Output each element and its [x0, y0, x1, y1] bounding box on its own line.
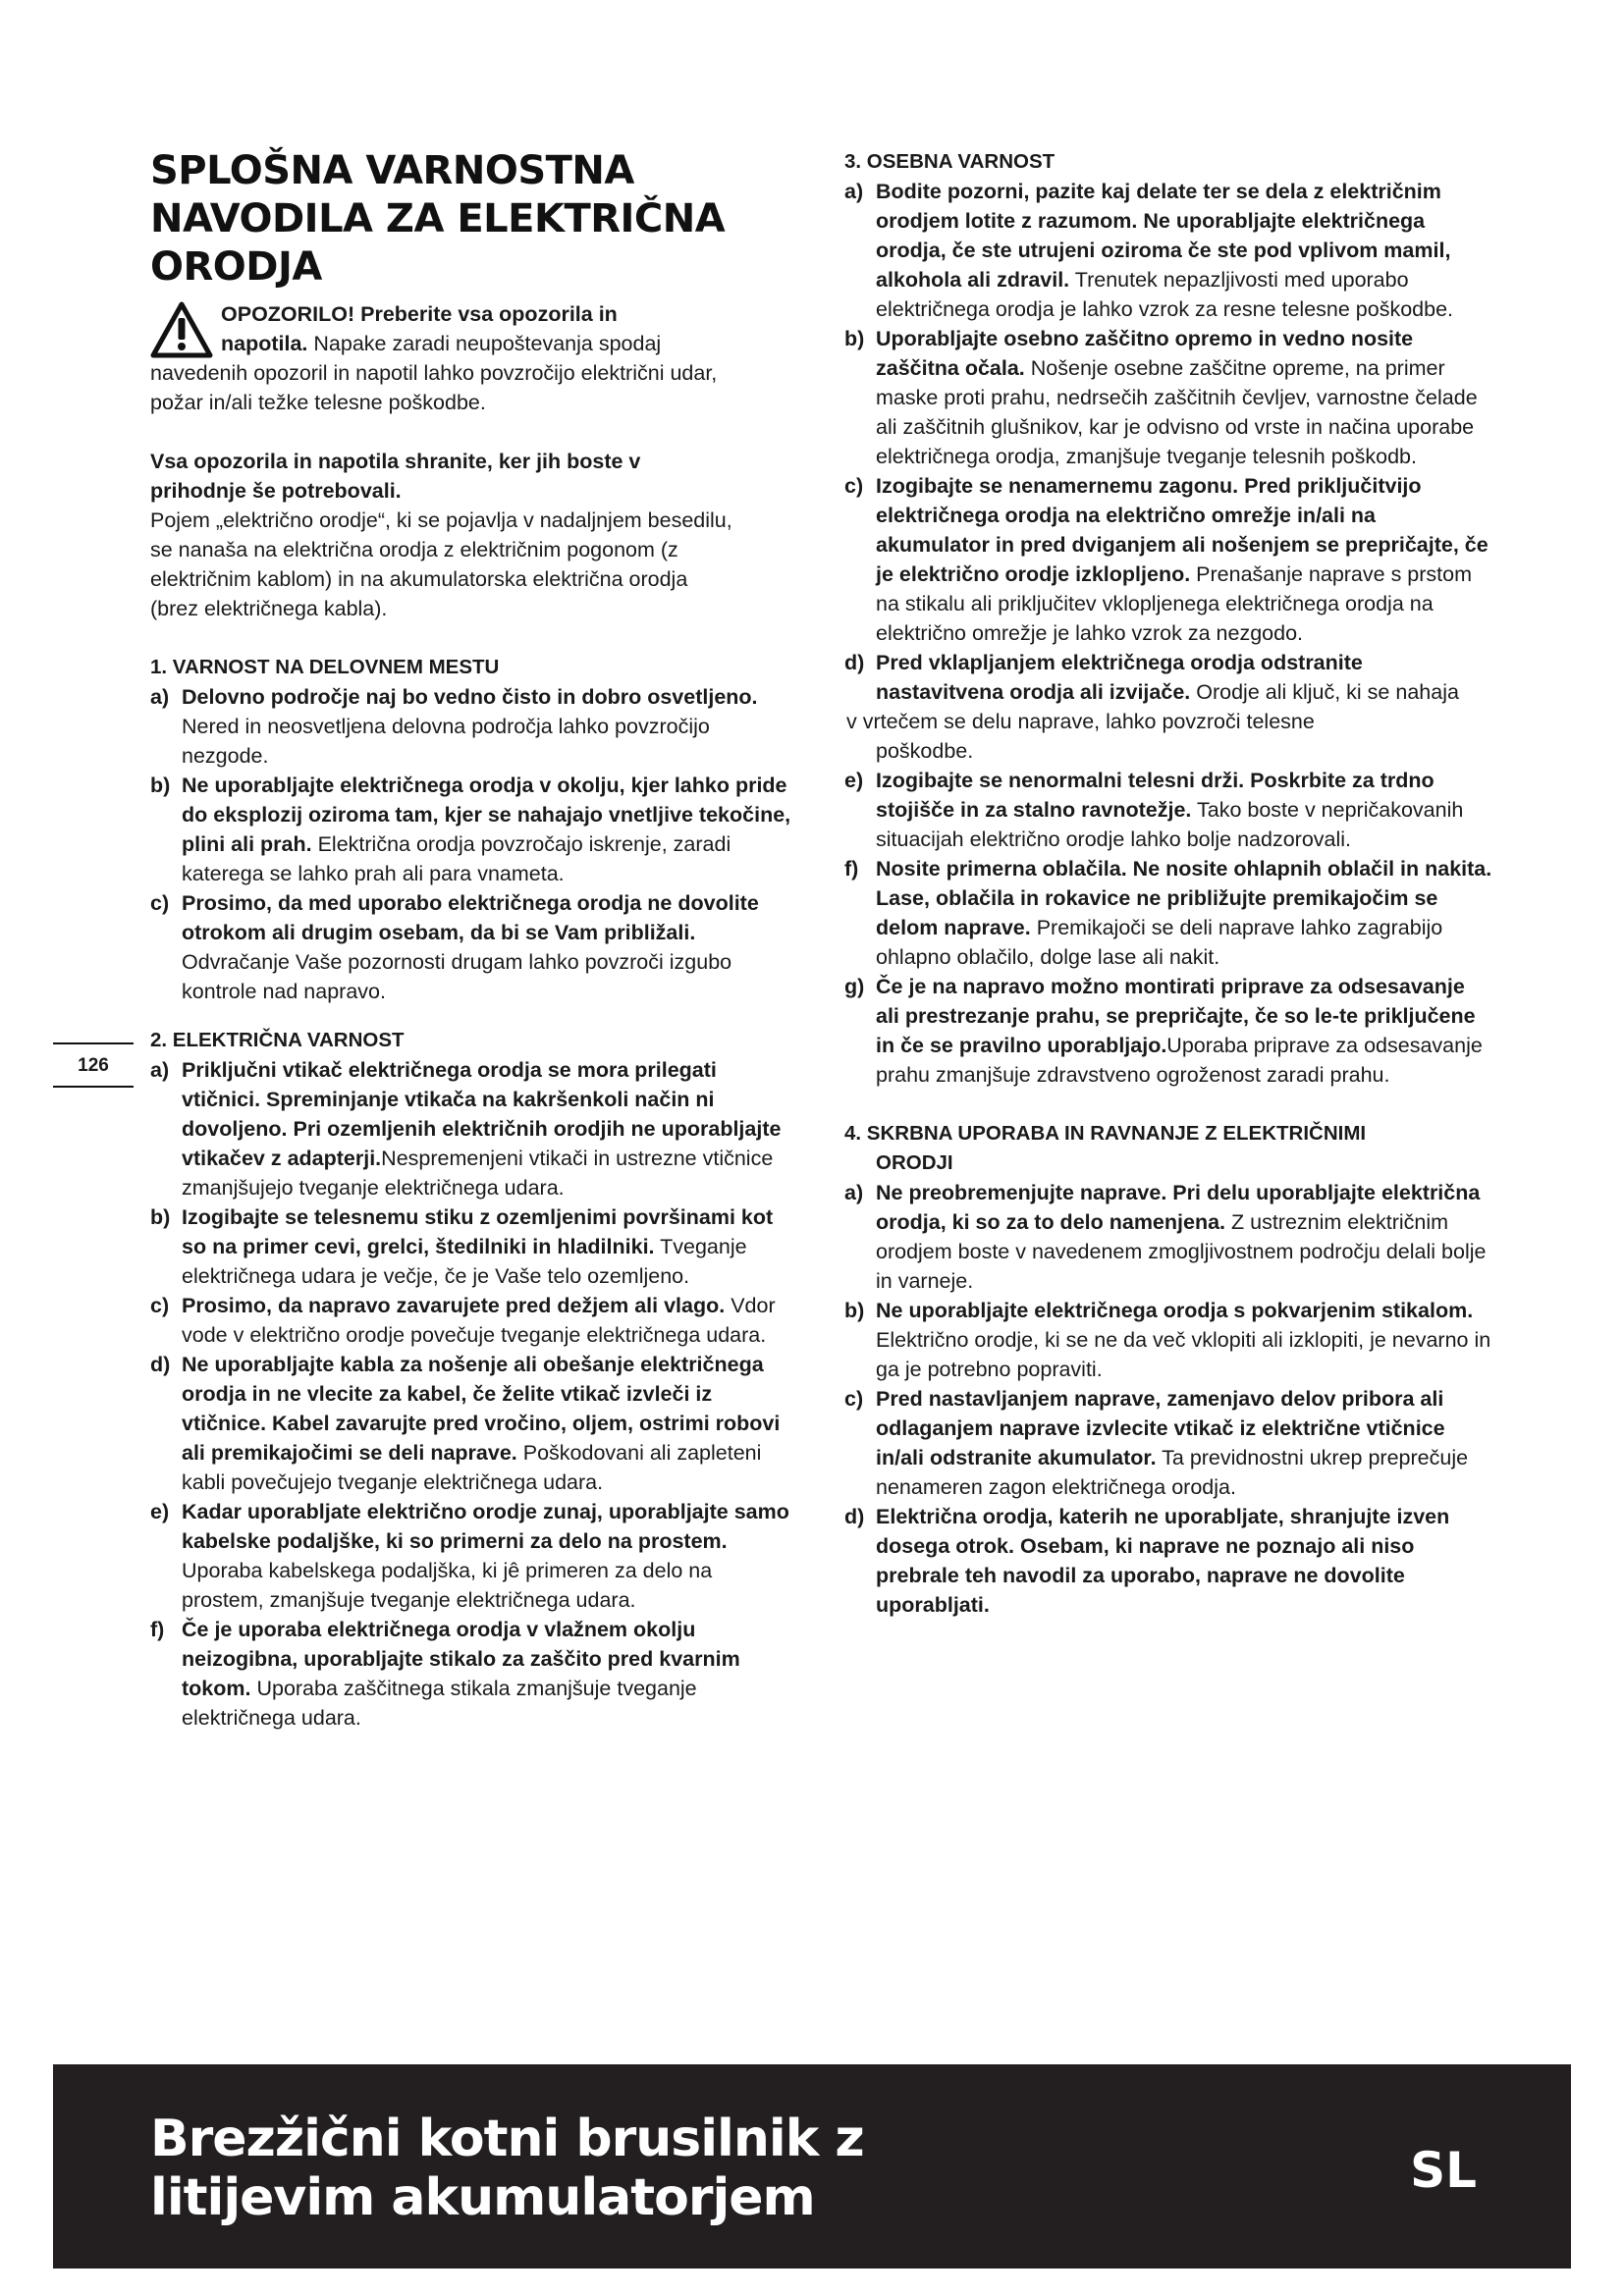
right-column: [844, 147, 1492, 1620]
list-item: d) Pred vklapljanjem električnega orodja odstranite nastavitvena orodja ali izvijače. Orodje ali ključ, ki se nahaja: [844, 651, 1459, 704]
list-item: b) Ne uporabljajte električnega orodja s pokvarjenim stikalom. Električno orodje, ki se ne da več vklopiti ali izklopiti, je nevarno in ga je potrebno popraviti.: [844, 1299, 1491, 1381]
list-item: b) Ne uporabljajte električnega orodja v okolju, kjer lahko pride do eksplozij oziroma tam, kjer se nahajajo vnetljive tekočine, plini ali prah. Električna orodja povzročajo iskrenje, zaradi katerega se lahko prah ali para vnameta.: [150, 774, 791, 885]
section-heading-personal: 3. OSEBNA VARNOST: [844, 150, 1056, 173]
section-heading-electrical: 2. ELEKTRIČNA VARNOST: [150, 1029, 405, 1051]
keep-notice-heading: Vsa opozorila in napotila shranite, ker jih boste v prihodnje še potrebovali.: [150, 450, 641, 503]
page-title: SPLOŠNA VARNOSTNA NAVODILA ZA ELEKTRIČNA ORODJA: [150, 148, 726, 290]
list-item: c) Izogibajte se nenamernemu zagonu. Pred priključitvijo električnega orodja na električno omrežje in/ali na akumulator in pred dviganjem ali nošenjem se prepričajte, če je električno orodje izklopljeno. Prenašanje naprave s prstom na stikalu ali priključitev vklopljenega električnega orodja na električno omrežje je lahko vzrok za nezgodo.: [844, 474, 1489, 645]
list-item: a) Delovno področje naj bo vedno čisto in dobro osvetljeno. Nered in neosvetljena delovna področja lahko povzročijo nezgode.: [150, 685, 758, 768]
list-item: d) Električna orodja, katerih ne uporabljate, shranjujte izven dosega otrok. Osebam, ki naprave ne poznajo ali niso prebrale teh navodil za uporabo, naprave ne dovolite uporabljati.: [844, 1505, 1450, 1617]
list-item: f) Če je uporaba električnega orodja v vlažnem okolju neizogibna, uporabljajte stikalo za zaščito pred kvarnim tokom. Uporaba zaščitnega stikala zmanjšuje tveganje električnega udara.: [150, 1618, 740, 1730]
list-item: b) Uporabljajte osebno zaščitno opremo in vedno nosite zaščitna očala. Nošenje osebne zaščitne opreme, na primer maske proti prahu, nedrsečih zaščitnih čevljev, varnostne čelade ali zaščitnih glušnikov, kar je odvisno od vrste in načina uporabe električnega orodja, zmanjšuje tveganje telesnih poškodb.: [844, 327, 1478, 468]
list-item: f) Nosite primerna oblačila. Ne nosite ohlapnih oblačil in nakita. Lase, oblačila in rokavice ne približujte premikajočim se delom naprave. Premikajoči se deli naprave lahko zagrabijo ohlapno oblačilo, dolge lase ali nakit.: [844, 857, 1492, 969]
page-number-rule-bottom: [53, 1086, 134, 1088]
list-item: a) Ne preobremenjujte naprave. Pri delu uporabljajte električna orodja, ki so za to delo namenjena. Z ustreznim električnim orodjem boste v navedenem zmogljivostnem področju delali bolje in varneje.: [844, 1181, 1487, 1293]
warning-triangle-icon: [150, 301, 213, 358]
warning-text: navedenih opozoril in napotil lahko povzročijo električni udar, požar in/ali težke telesne poškodbe.: [150, 361, 718, 414]
section-heading-work-area: 1. VARNOST NA DELOVNEM MESTU: [150, 656, 500, 678]
warning-heading: OPOZORILO! Preberite vsa opozorila in: [221, 302, 618, 326]
left-column: [150, 147, 798, 1733]
list-item: c) Pred nastavljanjem naprave, zamenjavo delov pribora ali odlaganjem naprave izvlecite vtikač iz električne vtičnice in/ali odstranite akumulator. Ta previdnostni ukrep preprečuje nenameren zagon električnega orodja.: [844, 1387, 1469, 1499]
product-title: Brezžični kotni brusilnik z litijevim akumulatorjem: [150, 2109, 864, 2227]
page-number-rule-top: [53, 1042, 134, 1044]
section-heading-tool-care: 4. SKRBNA UPORABA IN RAVNANJE Z ELEKTRIČNIMI: [844, 1122, 1367, 1145]
list-item-continuation: poškodbe.: [876, 739, 974, 763]
list-item: d) Ne uporabljajte kabla za nošenje ali obešanje električnega orodja in ne vlecite za kabel, če želite vtikač izvleči iz vtičnice. Kabel zavarujte pred vročino, oljem, ostrimi robovi ali premikajočimi se deli naprave. Poškodovani ali zapleteni kabli povečujejo tveganje električnega udara.: [150, 1353, 781, 1494]
list-item-continuation: v vrtečem se delu naprave, lahko povzroči telesne: [846, 710, 1315, 733]
page-number: 126: [78, 1055, 109, 1076]
footer-banner: [53, 2064, 1571, 2269]
list-item: a) Priključni vtikač električnega orodja se mora prilegati vtičnici. Spreminjanje vtikača na kakršenkoli način ni dovoljeno. Pri ozemljenih električnih orodjih ne uporabljajte vtikačev z adapterji.Nespremenjeni vtikači in ustrezne vtičnice zmanjšujejo tveganje električnega udara.: [150, 1058, 782, 1200]
list-item: e) Izogibajte se nenormalni telesni drži. Poskrbite za trdno stojišče in za stalno ravnotežje. Tako boste v nepričakovanih situacijah električno orodje lahko bolje nadzorovali.: [844, 769, 1464, 851]
keep-notice-text: Pojem „električno orodje“, ki se pojavlja v nadaljnjem besedilu, se nanaša na električna orodja z električnim pogonom (z električnim kablom) in na akumulatorska električna orodja (brez električnega kabla).: [150, 508, 732, 620]
list-item: c) Prosimo, da napravo zavarujete pred dežjem ali vlago. Vdor vode v električno orodje povečuje tveganje električnega udara.: [150, 1294, 776, 1347]
list-item: g) Če je na napravo možno montirati priprave za odsesavanje ali prestrezanje prahu, se prepričajte, če so le-te priključene in če se pravilno uporabljajo.Uporaba priprave za odsesavanje prahu zmanjšuje zdravstveno ogroženost zaradi prahu.: [844, 975, 1483, 1087]
list-item: c) Prosimo, da med uporabo električnega orodja ne dovolite otrokom ali drugim osebam, da bi se Vam približali. Odvračanje Vaše pozornosti drugam lahko povzroči izgubo kontrole nad napravo.: [150, 891, 759, 1003]
warning-block: OPOZORILO! Preberite vsa opozorila in napotila. Napake zaradi neupoštevanja spodaj navedenih opozoril in napotil lahko povzročijo električni udar, požar in/ali težke telesne poškodbe.: [150, 299, 798, 417]
section-heading-tool-care-cont: ORODJI: [876, 1151, 953, 1174]
language-code: SL: [1410, 2142, 1477, 2199]
list-item: b) Izogibajte se telesnemu stiku z ozemljenimi površinami kot so na primer cevi, grelci, štedilniki in hladilniki. Tveganje električnega udara je večje, če je Vaše telo ozemljeno.: [150, 1205, 774, 1288]
list-item: e) Kadar uporabljate električno orodje zunaj, uporabljajte samo kabelske podaljške, ki so primerni za delo na prostem. Uporaba kabelskega podaljška, ki jê primeren za delo na prostem, zmanjšuje tveganje električnega udara.: [150, 1500, 789, 1612]
list-item: a) Bodite pozorni, pazite kaj delate ter se dela z električnim orodjem lotite z razumom. Ne uporabljajte električnega orodja, če ste utrujeni oziroma če ste pod vplivom mamil, alkohola ali zdravil. Trenutek nepazljivosti med uporabo električnega orodja je lahko vzrok za resne telesne poškodbe.: [844, 180, 1454, 321]
